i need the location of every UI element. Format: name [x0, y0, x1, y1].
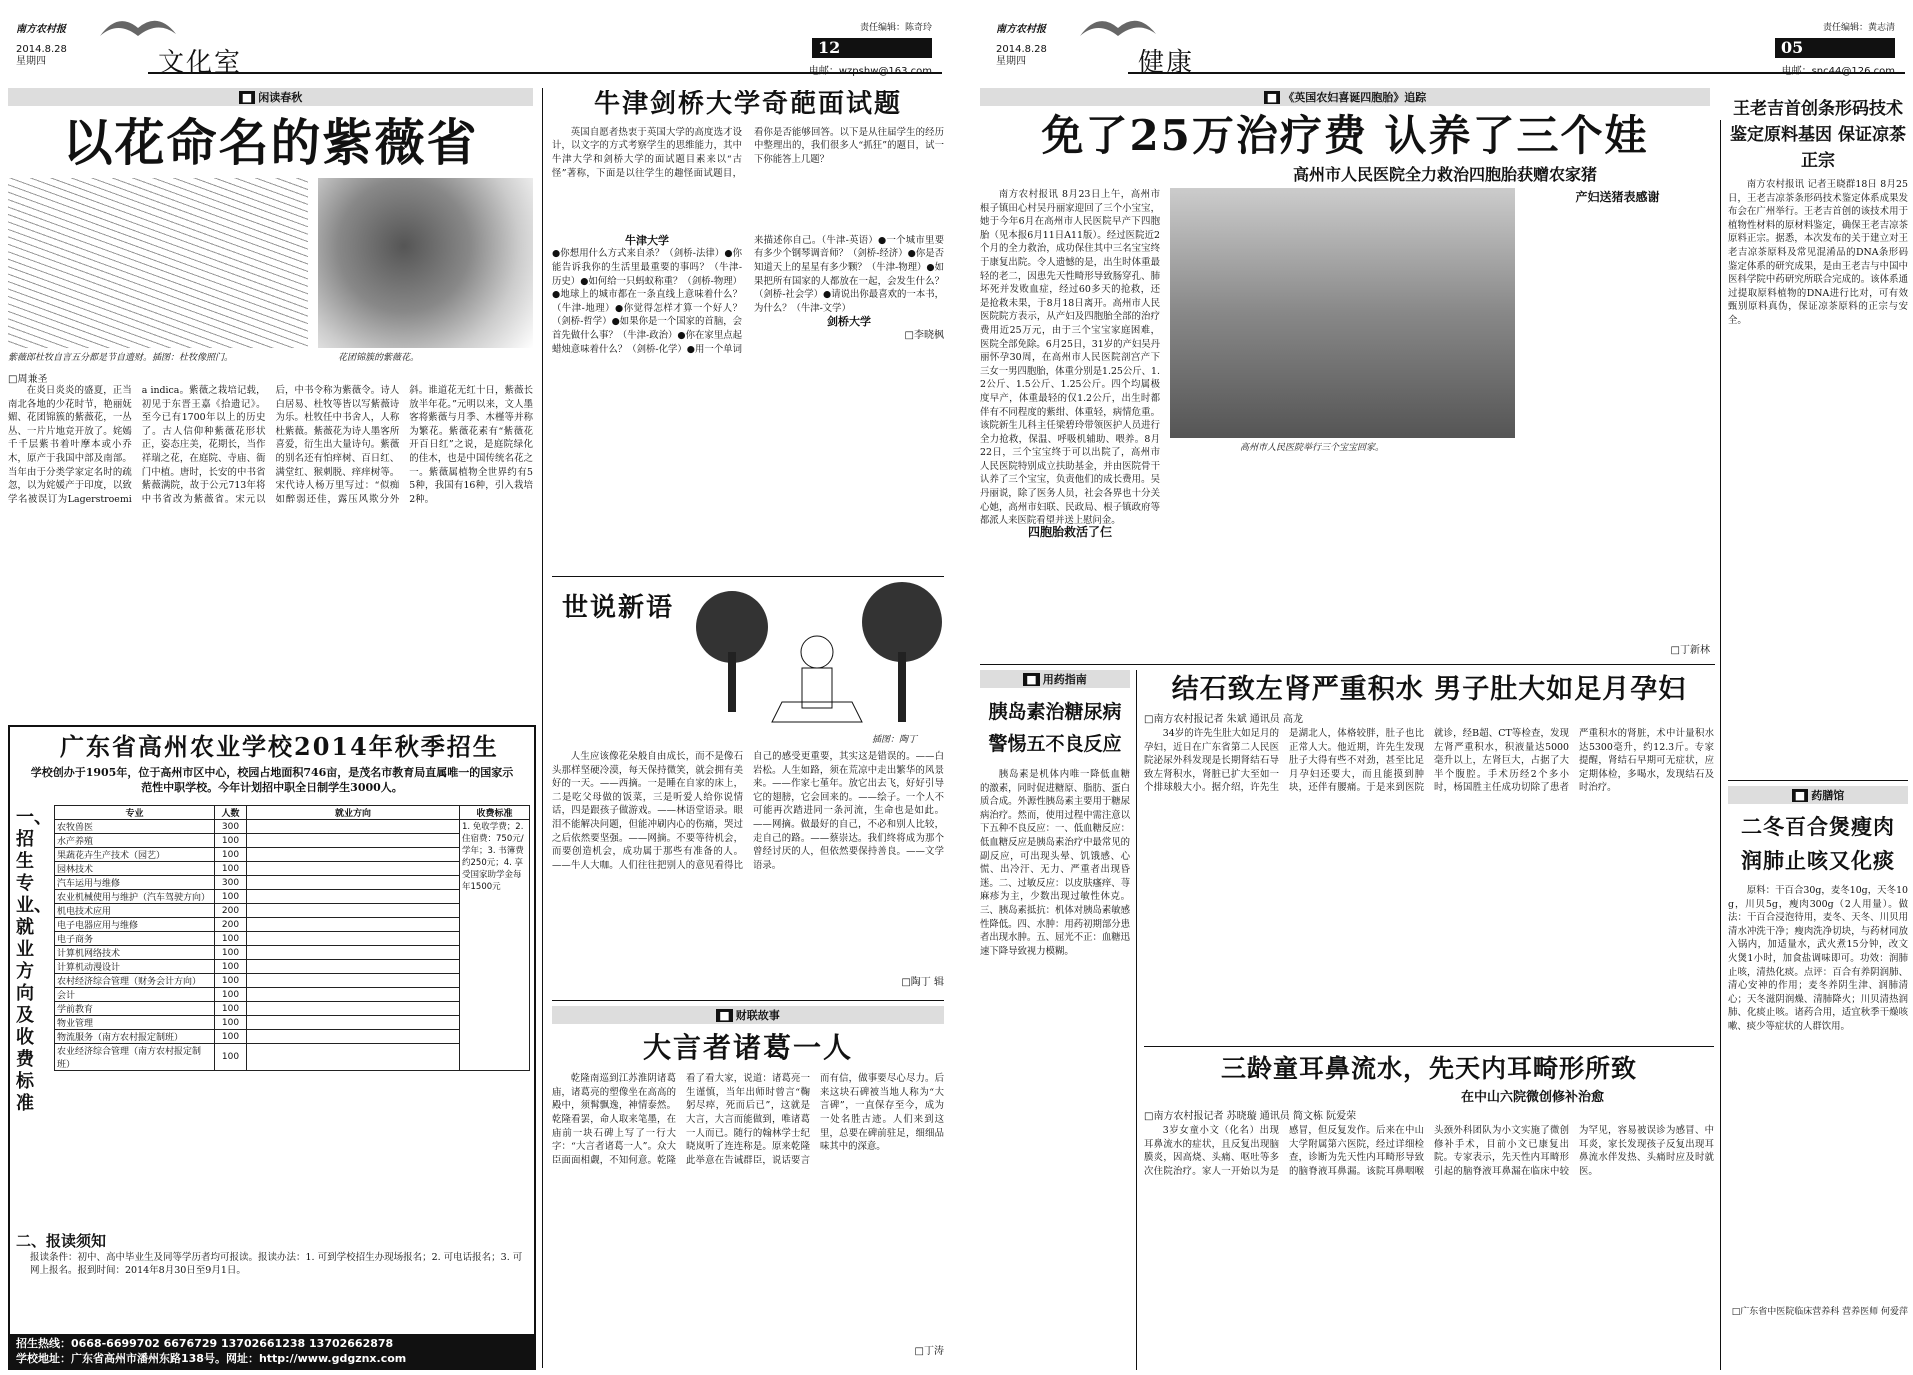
table-row	[55, 890, 530, 904]
oxford-article	[552, 90, 944, 570]
table-row	[55, 862, 530, 876]
left-masthead	[8, 6, 942, 76]
career-cell	[247, 876, 460, 890]
story-kicker: ■ 《英国农妇喜诞四胞胎》追踪	[980, 88, 1710, 106]
article-kicker: ■ 用药指南	[980, 670, 1130, 688]
major-cell: 物业管理	[55, 1016, 215, 1030]
column-author: □陶丁 辑	[901, 977, 944, 988]
major-cell: 果蔬花卉生产技术（园艺）	[55, 848, 215, 862]
article-body: 3岁女童小文（化名）出现耳鼻流水的症状，且反复出现脑膜炎，因高烧、头痛、呕吐等多次住院治疗。家人一开始以为是感冒，但反复发作。后来在中山大学附属第六医院，经过详细检查，诊断为先天性内耳畸形导致的脑脊液耳鼻漏。该院耳鼻咽喉头颈外科团队为小文实施了微创修补手术，目前小文已康复出院。专家表示，先天性内耳畸形引起的脑脊液耳鼻漏在临床中较为罕见，容易被误诊为感冒、中耳炎，家长发现孩子反复出现耳鼻流水伴发热、头痛时应及时就医。	[1144, 1125, 1714, 1177]
table-row	[55, 974, 530, 988]
editor-email: 电邮：wzpshw@163.com	[808, 66, 932, 77]
career-cell	[247, 1044, 460, 1071]
col-header: 人数	[215, 806, 247, 820]
col-header: 就业方向	[247, 806, 460, 820]
section-rule	[980, 664, 1715, 665]
career-cell	[247, 862, 460, 876]
photo-caption: 高州市人民医院举行三个宝宝回家。	[1240, 443, 1385, 453]
article-body: 胰岛素是机体内唯一降低血糖的激素，同时促进糖原、脂肪、蛋白质合成。外源性胰岛素主要用于糖尿病治疗。然而，使用过程中需注意以下五种不良反应：一、低血糖反应：低血糖反应是胰岛素治疗中最常见的副反应，可出现头晕、饥饿感、心慌、出冷汗、无力、严重者出现昏迷。二、过敏反应：以皮肤瘙痒、荨麻疹为主，少数出现过敏性休克。三、胰岛素抵抗：机体对胰岛素敏感性降低。四、水肿：用药初期部分患者出现水肿。五、屈光不正：血糖迅速下降导致视力模糊。	[980, 769, 1130, 957]
career-cell	[247, 1016, 460, 1030]
page-number: 12	[812, 38, 932, 58]
career-cell	[247, 946, 460, 960]
section-rule	[1728, 780, 1908, 781]
fee-cell: 1. 免收学费；2. 住宿费：750元/学年；3. 书簿费约250元；4. 享受国家助学金每年1500元	[460, 820, 530, 1071]
major-cell: 电子电器应用与维修	[55, 918, 215, 932]
issue-date: 2014.8.28 星期四	[16, 44, 67, 67]
quota-cell: 100	[215, 1030, 247, 1044]
table-row	[55, 1002, 530, 1016]
story-subtitle: 产妇送猪表感谢	[1575, 190, 1660, 204]
tree-illustration-icon	[692, 582, 944, 732]
major-cell: 农业经济综合管理（南方农村报定制班）	[55, 1044, 215, 1071]
article-headline: 王老吉首创条形码技术 鉴定原料基因 保证凉茶正宗	[1730, 99, 1906, 171]
ad-title: 广东省高州农业学校2014年秋季招生	[60, 732, 499, 761]
ad-side-label: 一、招生专业、就业方向及收费标准	[16, 807, 52, 1114]
table-row	[55, 1044, 530, 1071]
article-author: □李晓枫	[904, 330, 944, 342]
ear-article	[1144, 1052, 1714, 1368]
ink-painting-image	[8, 178, 308, 348]
major-cell: 水产养殖	[55, 834, 215, 848]
story-kicker: ■ 财联故事	[552, 1006, 944, 1024]
section-title: 文化室	[158, 48, 243, 78]
quota-cell: 100	[215, 974, 247, 988]
family-photo	[1170, 188, 1515, 438]
table-row	[55, 918, 530, 932]
article-author: □南方农村报记者 苏晓璇 通讯员 简文栋 阮爱荣	[1144, 1111, 1357, 1122]
quota-cell: 100	[215, 960, 247, 974]
story-body-bottom	[980, 540, 1515, 650]
section-rule	[552, 1000, 944, 1001]
quota-cell: 200	[215, 918, 247, 932]
quadruplets-story	[980, 88, 1710, 658]
career-cell	[247, 848, 460, 862]
shishuo-column	[552, 582, 944, 992]
story-author: □丁新林	[1670, 645, 1710, 656]
majors-table	[54, 805, 530, 1071]
recipe-body: 原料：干百合30g，麦冬10g，天冬10g，川贝5g，瘦肉300g（2人用量）。做法：干百合浸泡待用，麦冬、天冬、川贝用清水冲洗干净；瘦肉洗净切块，与药材同放入锅内，加适量水，武火煮15分钟，改文火煲1小时，加食盐调味即可。功效：润肺止咳，清热化痰。点评：百合有养阴润肺、清心安神的作用；麦冬养阴生津、润肺清心；天冬滋阴润燥、清肺降火；川贝清热润肺、化痰止咳。诸药合用，适宜秋季干燥咳嗽、痰少等症状的人群饮用。	[1728, 885, 1908, 1032]
photo-caption: 紫薇郎杜牧自言五分都是节自遗财。插图：杜牧像照门。	[8, 353, 234, 363]
section-title: 健康	[1138, 48, 1195, 78]
editor-credit: 责任编辑：黄志清	[1822, 23, 1895, 33]
wanglaoji-article	[1728, 96, 1908, 776]
quota-cell: 200	[215, 904, 247, 918]
col-header: 专业	[55, 806, 215, 820]
diabetes-article	[980, 670, 1130, 1368]
article-headline: 三龄童耳鼻流水，先天内耳畸形所致	[1220, 1054, 1637, 1083]
career-cell	[247, 904, 460, 918]
major-cell: 园林技术	[55, 862, 215, 876]
quota-cell: 300	[215, 876, 247, 890]
masthead-rule	[1128, 72, 1905, 74]
article-kicker: ■ 闲读春秋	[8, 88, 533, 106]
table-row	[55, 932, 530, 946]
career-cell	[247, 960, 460, 974]
quota-cell: 300	[215, 820, 247, 834]
questions-body: ●你想用什么方式来自杀？（剑桥-法律）●你能告诉我你的生活里最重要的事吗？（牛津-历史）●如何给一只蚂蚁称重？（剑桥-物理）●地球上的城市都在一条直线上意味着什么？（牛津-地理）●你觉得怎样才算一个好人？（剑桥-哲学）●如果你是一个国家的首脑，会首先做什么事？（牛津-政治）●你在家里点起蜡烛意味着什么？（剑桥-化学）●用一个单词来描述你自己。（牛津-英语）●一个城市里要有多少个钢琴调音师？（剑桥-经济）●你是否知道天上的星星有多少颗？（牛津-物理）●如果把所有国家的人都放在一起，会发生什么？（剑桥-社会学）●请说出你最喜欢的一本书，为什么？（牛津-文学）	[552, 234, 944, 355]
photo-caption: 花团锦簇的紫薇花。	[338, 353, 420, 363]
recipe-author: □广东省中医院临床营养科 营养医师 何爱萍	[1731, 1307, 1908, 1317]
column-body: 人生应该像花朵般自由成长，而不是像石头那样坚硬冷漠，每天保持微笑，就会拥有美好的一天。——西摘。一是睡在自家的床上，二是吃父母做的饭菜，三是听爱人给你说情话，四是跟孩子做游戏。——林语堂语录。眼泪不能解决问题，但能冲刷内心的伤痛，哭过之后依然要坚强。——网摘。不要等待机会，而要创造机会，成功属于那些有准备的人。——牛人大咖。人们往往把别人的意见看得比自己的感受更重要，其实这是错误的。——白岩松。人生如路，须在荒凉中走出繁华的风景来。——作家七堇年。放它出去飞，好好引导它的翅膀，它会回来的。——绘子。一个人不可能再次踏进同一条河流，生命也是如此。——网摘。做最好的自己，不必和别人比较，走自己的路。——蔡崇达。我们终将成为那个曾经讨厌的人，但依然要保持善良。——文学语录。	[552, 751, 944, 871]
major-cell: 农村经济综合管理（财务会计方向）	[55, 974, 215, 988]
ad-notes: 报读条件：初中、高中毕业生及同等学历者均可报读。报读办法：1. 可到学校招生办现场报名；2. 可电话报名；3. 可网上报名。报到时间：2014年8月30日至9月1日。	[30, 1252, 523, 1276]
article-author: □周兼圣	[8, 374, 48, 385]
story-body-lead: 南方农村报讯 8月23日上午，高州市根子镇田心村吴丹丽家迎回了三个小宝宝，她于今年6月在高州市人民医院早产下四胞胎（见本报6月11日A11版）。经过医院近2个月的全力救治，成功保住其中三名宝宝终于康复出院。令人遗憾的是，出生时体重最轻的老二，因患先天性畸形导致肠穿孔、肺坏死并发败血症，经过60多天的抢救，还是抢救未果，于8月18日离开。高州市人民医院院方表示，从产妇及四胞胎全部的治疗费用近25万元，由于三个宝宝家庭困难，医院全部免除。6月25日，31岁的产妇吴丹丽怀孕30周，在高州市人民医院剖宫产下三女一男四胞胎，体重分别是1.25公斤、1.2公斤、1.5公斤、1.25公斤。四个均属极度早产，体重最轻的仅1.2公斤，出生时都伴有不同程度的紫绀、体重轻，病情危重。该院新生儿科主任梁碧玲带领医护人员进行全力抢救，保温、呼吸机辅助、喂养。8月22日，三个宝宝终于可以出院了，高州市人民医院特别成立扶助基金，并由医院骨干认养了三个宝宝，负责他们的成长费用。吴丹丽说，除了医务人员，社会各界也十分关心她，高州市妇联、民政局、根子镇政府等都派人来医院看望并送上慰问金。	[980, 189, 1160, 527]
major-cell: 物流服务（南方农村报定制班）	[55, 1030, 215, 1044]
ad-section2: 二、报读须知	[16, 1232, 107, 1250]
page-number: 05	[1775, 38, 1895, 58]
article-subhead: 在中山六院微创修补治愈	[1460, 1090, 1604, 1105]
school-ad	[8, 725, 536, 1370]
table-row	[55, 946, 530, 960]
major-cell: 计算机网络技术	[55, 946, 215, 960]
seagull-logo-icon	[98, 6, 178, 46]
zhuge-story	[552, 1006, 944, 1368]
quota-cell: 100	[215, 1002, 247, 1016]
ziwei-article	[8, 88, 533, 718]
article-body: 南方农村报讯 记者王晓群18日 8月25日，王老吉凉茶条形码技术鉴定体系成果发布会在广州举行。王老吉首创的该技术用于植物性材料的原材料鉴定，确保王老吉凉茶原料正宗。据悉，本次发布的关于建立对王老吉凉茶原料及常见混淆品的DNA条形码鉴定体系的研究成果，是由王老吉与中国中医科学院中药研究所联合完成的。该体系通过提取原料植物的DNA进行比对，可有效甄别原料真伪，保证凉茶原料的正宗与安全。	[1728, 179, 1908, 326]
table-row	[55, 904, 530, 918]
right-masthead	[988, 6, 1905, 76]
career-cell	[247, 932, 460, 946]
paper-name: 南方农村报	[996, 24, 1046, 35]
herb-recipe	[1728, 786, 1908, 1368]
column-title: 世说新语	[562, 593, 675, 623]
section-rule	[552, 576, 944, 577]
article-headline: 牛津剑桥大学奇葩面试题	[593, 90, 902, 119]
career-cell	[247, 918, 460, 932]
quota-cell: 100	[215, 862, 247, 876]
story-headline: 大言者诸葛一人	[642, 1031, 853, 1064]
editor-credit: 责任编辑：陈奇玲	[859, 23, 932, 33]
major-cell: 农牧兽医	[55, 820, 215, 834]
quota-cell: 100	[215, 932, 247, 946]
quota-cell: 100	[215, 988, 247, 1002]
ad-intro: 学校创办于1905年，位于高州市区中心，校园占地面积746亩，是茂名市教育局直属唯一的国家示范性中职学校。今年计划招中职全日制学生3000人。	[30, 765, 514, 794]
illustration-credit: 插图：陶丁	[872, 735, 918, 745]
issue-date: 2014.8.28 星期四	[996, 44, 1047, 67]
major-cell: 汽车运用与维修	[55, 876, 215, 890]
career-cell	[247, 890, 460, 904]
right-page	[980, 0, 1913, 1375]
career-cell	[247, 820, 460, 834]
quota-cell: 100	[215, 848, 247, 862]
story-headline: 免了25万治疗费 认养了三个娃	[1041, 111, 1649, 160]
table-row	[55, 960, 530, 974]
story-body-side	[1525, 206, 1710, 636]
major-cell: 会计	[55, 988, 215, 1002]
crape-myrtle-photo	[318, 178, 533, 348]
subhead-cambridge: 剑桥大学	[827, 315, 871, 329]
career-cell	[247, 974, 460, 988]
col-header: 收费标准	[460, 806, 530, 820]
article-body: 在炎日炎炎的盛夏，正当南北各地的少花时节，艳丽妩媚、花团锦簇的紫薇花，一丛丛、一片片地竞开放了。姹嫣千千层紫书着叶摩本或小乔木，原产于我国中部及南部。当年由于分类学家定名时的疏忽，以为姹媛产于印度，以致学名被误订为Lagerstroemia indica。紫薇之栽培记载，初见于东晋王嘉《拾遗记》。至今已有1700年以上的历史了。古人信仰种紫薇花形状正，姿态庄美，花期长，当作祥瑞之花，在庭院、寺庙、衙门中植。唐时，长安的中书省紫薇满院，故于公元713年将中书省改为紫薇省。宋元以后，中书令称为紫薇令。诗人白居易、杜牧等皆以写紫薇诗为乐。杜牧任中书舍人，人称杜紫薇。紫薇花为诗人墨客所喜爱，衍生出大量诗句。紫薇的别名还有怕痒树、百日红、满堂红、猴刺脱、痒痒树等。宋代诗人杨万里写过：“似痴如醉弱还佳，露压风欺分外斜。谁道花无红十日，紫薇长放半年花。”元明以来，文人墨客将紫薇与月季、木槿等并称为繁花。紫薇花素有“紫薇花开百日红”之说，是庭院绿化的佳木，也是中国传统名花之一。紫薇属植物全世界约有55种，我国有16种，引入栽培2种。	[8, 385, 533, 505]
quota-cell: 100	[215, 946, 247, 960]
ad-footer	[10, 1334, 534, 1368]
seagull-logo-icon	[1078, 6, 1158, 46]
column-rule	[1136, 670, 1137, 1370]
article-body: 34岁的许先生肚大如足月的孕妇，近日在广东省第二人民医院泌尿外科发现是长期肾结石导致左肾积水，肾脏已扩大至如一个排球般大小。据介绍，许先生是湖北人，体格较胖，肚子也比正常人大。他近期，许先生发现肚子大得有些不对劲，甚至比足月孕妇还要大，而且能摸到肿块，还伴有腰痛。于是来到医院就诊，经B超、CT等检查，发现左肾严重积水，积液量达5000毫升以上，左肾巨大，占据了大半个腹腔。手术历经2个多小时，杨国胜主任成功切除了患者严重积水的肾脏，术中计量积水达5300毫升，约12.3斤。专家提醒，肾结石早期可无症状，应定期体检，多喝水，发现结石及时治疗。	[1144, 728, 1714, 794]
story-subtitle: 四胞胎救活了仨	[1027, 525, 1112, 539]
article-headline: 结石致左肾严重积水 男子肚大如足月孕妇	[1171, 674, 1687, 705]
story-author: □丁涛	[914, 1346, 944, 1358]
story-subhead: 高州市人民医院全力救治四胞胎获赠农家猪	[1292, 165, 1597, 185]
quota-cell: 100	[215, 1016, 247, 1030]
column-rule	[1720, 120, 1721, 1370]
section-rule	[1144, 1046, 1714, 1047]
paper-name: 南方农村报	[16, 24, 66, 35]
article-intro: 英国自愿者热衷于英国大学的高度选才设计，以文字的方式考察学生的思维能力，其中牛津大学和剑桥大学的面试题目素来以“古怪”著称，下面是以往学生的趣怪面试题目，看你是否能够回答。以下是从往届学生的经历中整理出的，我们很多人“抓狂”的题目，试一下你能答上几题？	[552, 126, 944, 179]
column-body-intro	[552, 642, 692, 742]
table-row	[55, 988, 530, 1002]
story-body: 乾隆南巡到江苏淮阴诸葛庙，诸葛亮的塑像坐在高高的殿中，须髯飘逸，神情泰然。乾隆看罢，命人取来笔墨，在庙前一块石碑上写了一行大字：“大言者诸葛一人”。众大臣面面相觑，不知何意。乾隆看了看大家，说道：诸葛亮一生谨慎，当年出师时曾言“鞠躬尽瘁，死而后已”，这就是大言，大言而能做到，唯诸葛一人而已。随行的翰林学士纪晓岚听了连连称是。原来乾隆此举意在告诫群臣，说话要言而有信，做事要尽心尽力。后来这块石碑被当地人称为“大言碑”，一直保存至今，成为一处名胜古迹。人们来到这里，总要在碑前驻足，细细品味其中的深意。	[552, 1073, 944, 1166]
editor-email: 电邮：snc44@126.com	[1781, 66, 1895, 77]
career-cell	[247, 988, 460, 1002]
table-row	[55, 820, 530, 834]
major-cell: 农业机械使用与维护（汽车驾驶方向）	[55, 890, 215, 904]
table-row	[55, 876, 530, 890]
career-cell	[247, 1030, 460, 1044]
table-row	[55, 1030, 530, 1044]
career-cell	[247, 834, 460, 848]
article-author: □南方农村报记者 朱斌 通讯员 高龙	[1144, 714, 1303, 725]
recipe-headline: 二冬百合煲瘦肉 润肺止咳又化痰	[1741, 814, 1895, 873]
major-cell: 学前教育	[55, 1002, 215, 1016]
table-row	[55, 848, 530, 862]
quota-cell: 100	[215, 834, 247, 848]
left-page	[0, 0, 950, 1375]
quota-cell: 100	[215, 1044, 247, 1071]
article-headline: 以花命名的紫薇省	[62, 113, 479, 172]
recipe-kicker: ■ 药膳馆	[1728, 786, 1908, 804]
question-list	[552, 234, 944, 570]
kidney-article	[1144, 672, 1714, 1042]
major-cell: 计算机动漫设计	[55, 960, 215, 974]
table-row	[55, 834, 530, 848]
article-headline: 胰岛素治糖尿病 警惕五不良反应	[988, 701, 1122, 755]
address: 学校地址：广东省高州市潘州东路138号。网址：http://www.gdgznx.com	[16, 1352, 407, 1365]
table-row	[55, 1016, 530, 1030]
quota-cell: 100	[215, 890, 247, 904]
career-cell	[247, 1002, 460, 1016]
subhead-oxford: 牛津大学	[625, 233, 669, 247]
major-cell: 机电技术应用	[55, 904, 215, 918]
column-rule	[542, 88, 543, 1368]
major-cell: 电子商务	[55, 932, 215, 946]
hotline: 招生热线：0668-6699702 6676729 13702661238 13702662878	[16, 1337, 394, 1350]
masthead-rule	[148, 72, 942, 74]
